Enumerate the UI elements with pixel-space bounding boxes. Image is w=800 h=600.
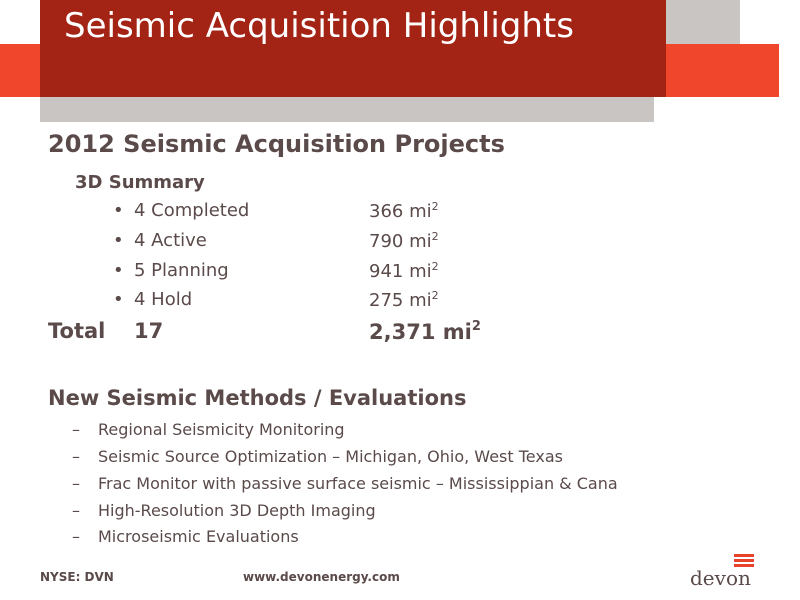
- dash-icon: –: [72, 474, 80, 493]
- bullet-icon: •: [113, 289, 124, 310]
- method-item: [72, 474, 692, 498]
- summary-row: [113, 289, 533, 317]
- bullet-icon: •: [113, 230, 124, 251]
- dash-icon: –: [72, 420, 80, 439]
- summary-row: [113, 260, 533, 288]
- dash-icon: –: [72, 527, 80, 546]
- summary-row: [113, 200, 533, 228]
- footer-url: www.devonenergy.com: [243, 570, 400, 584]
- method-text: Microseismic Evaluations: [98, 527, 299, 546]
- header-orange-accent-left: [0, 44, 40, 97]
- summary-subtitle: 3D Summary: [75, 172, 205, 193]
- total-label: Total: [48, 319, 106, 343]
- summary-label: 4 Active: [134, 230, 207, 251]
- method-item: [72, 501, 692, 525]
- total-row: [48, 319, 548, 349]
- summary-area: 790 $mi^2$: [369, 230, 439, 252]
- devon-logo: [688, 554, 768, 590]
- summary-area: 275 $mi^2$: [369, 289, 439, 311]
- summary-label: 4 Hold: [134, 289, 193, 310]
- logo-wordmark: devon: [690, 566, 751, 590]
- methods-title: New Seismic Methods / Evaluations: [48, 386, 467, 410]
- summary-area: 366 $mi^2$: [369, 200, 439, 222]
- method-text: High-Resolution 3D Depth Imaging: [98, 501, 376, 520]
- section-title: 2012 Seismic Acquisition Projects: [48, 130, 505, 158]
- dash-icon: –: [72, 447, 80, 466]
- summary-area: 941 $mi^2$: [369, 260, 439, 282]
- footer-ticker: NYSE: DVN: [40, 570, 114, 584]
- method-item: [72, 447, 692, 471]
- method-item: [72, 420, 692, 444]
- bullet-icon: •: [113, 200, 124, 221]
- method-item: [72, 527, 692, 551]
- method-text: Frac Monitor with passive surface seismic – Mississippian & Cana: [98, 474, 618, 493]
- method-text: Seismic Source Optimization – Michigan, Ohio, West Texas: [98, 447, 563, 466]
- summary-label: 5 Planning: [134, 260, 229, 281]
- summary-label: 4 Completed: [134, 200, 250, 221]
- dash-icon: –: [72, 501, 80, 520]
- method-text: Regional Seismicity Monitoring: [98, 420, 345, 439]
- total-area: 2,371 $mi^2$: [369, 319, 481, 344]
- bullet-icon: •: [113, 260, 124, 281]
- summary-row: [113, 230, 533, 258]
- header-orange-accent-right: [653, 44, 779, 97]
- slide-title: Seismic Acquisition Highlights: [64, 6, 574, 46]
- total-count: 17: [134, 319, 164, 343]
